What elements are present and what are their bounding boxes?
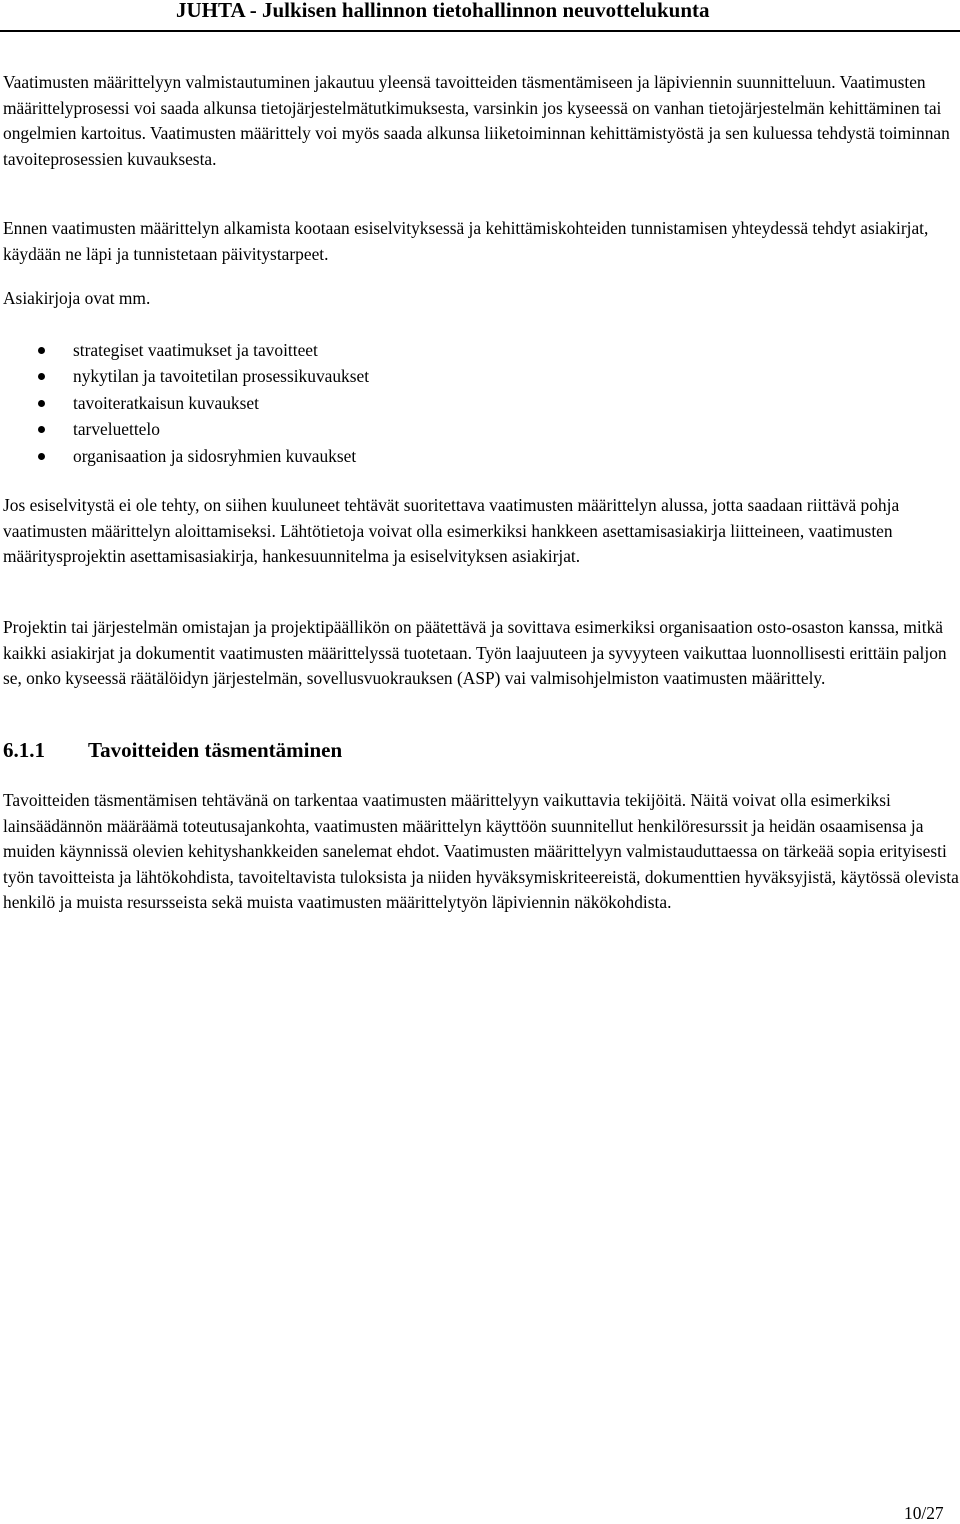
section-title: Tavoitteiden täsmentäminen (88, 738, 343, 762)
paragraph-project-owner: Projektin tai järjestelmän omistajan ja projektipäällikön on päätettävä ja sovittava esimerkiksi organisaation osto-osaston kanssa, mitkä kaikki asiakirjat ja dokumentit vaatimusten määrittelyssä tuotetaan. Työn laajuuteen ja syvyyteen vaikuttaa luonnollisesti erittäin paljon se, onko kyseessä räätälöidyn järjestelmän, sovellusvuokrauksen (ASP) vai valmisohjelmiston vaatimusten määrittely. (3, 617, 947, 688)
list-item-text: tavoiteratkaisun kuvaukset (73, 392, 259, 413)
header-divider (0, 30, 960, 32)
list-item-text: nykytilan ja tavoitetilan prosessikuvaukset (73, 366, 370, 387)
paragraph-goal-specification: Tavoitteiden täsmentämisen tehtävänä on tarkentaa vaatimusten määrittelyyn vaikuttavia tekijöitä. Näitä voivat olla esimerkiksi lainsäädännön määräämä toteutusajankohta, vaatimusten määrittelyn käyttöön suunnitellut henkilöresurssit ja heidän osaamisensa ja muiden käynnissä olevien kehityshankkeiden sanelemat ehdot. Vaatimusten määrittelyyn valmistauduttaessa on tärkeää sopia erityisesti työn tavoitteista ja lähtökohdista, tavoiteltavista tuloksista ja niiden hyväksymiskriteereistä, dokumenttien hyväksyjistä, käytössä olevista henkilö ja muista resursseista sekä muista vaatimusten määrittelytyön läpiviennin näkökohdista. (3, 790, 959, 912)
bullet-icon (38, 453, 45, 460)
paragraph-preliminary-study: Jos esiselvitystä ei ole tehty, on siihen kuuluneet tehtävät suoritettava vaatimusten määrittelyn alussa, jotta saadaan riittävä pohja vaatimusten määrittelyn aloittamiseksi. Lähtötietoja voivat olla esimerkiksi hankkeen asettamisasiakirja liitteineen, vaatimusten määritysprojektin asettamisasiakirja, hankesuunnitelma ja esiselvityksen asiakirjat. (3, 495, 900, 566)
list-item (0, 390, 369, 416)
list-item-text: tarveluettelo (73, 419, 160, 440)
document-header-title: JUHTA - Julkisen hallinnon tietohallinnon neuvottelukunta (176, 0, 710, 22)
bullet-icon (38, 373, 45, 380)
list-item-text: organisaation ja sidosryhmien kuvaukset (73, 445, 357, 466)
paragraph-preparation-intro: Vaatimusten määrittelyyn valmistautuminen jakautuu yleensä tavoitteiden täsmentämiseen ja läpiviennin suunnitteluun. Vaatimusten määrittelyprosessi voi saada alkunsa tietojärjestelmätutkimuksesta, varsinkin jos kyseessä on vanhan tietojärjestelmän kehittäminen tai ongelmien kartoitus. Vaatimusten määrittely voi myös saada alkunsa liiketoiminnan kehittämistyöstä ja sen kuluessa tehdystä toiminnan tavoiteprosessien kuvauksesta. (3, 72, 950, 169)
list-item-text: strategiset vaatimukset ja tavoitteet (73, 340, 318, 360)
list-item (0, 416, 369, 442)
bullet-icon (38, 347, 45, 354)
list-item (0, 337, 369, 363)
bullet-icon (38, 400, 45, 407)
paragraph-documents-collection: Ennen vaatimusten määrittelyn alkamista kootaan esiselvityksessä ja kehittämiskohteiden tunnistamisen yhteydessä tehdyt asiakirjat, käydään ne läpi ja tunnistetaan päivitystarpeet. (3, 218, 929, 264)
page-number: 10/27 (904, 1503, 944, 1523)
documents-bullet-list (0, 337, 369, 469)
section-heading (3, 736, 342, 764)
list-item (0, 363, 369, 389)
list-item (0, 443, 369, 469)
paragraph-documents-lead: Asiakirjoja ovat mm. (3, 288, 151, 308)
section-number: 6.1.1 (3, 738, 45, 762)
bullet-icon (38, 426, 45, 433)
